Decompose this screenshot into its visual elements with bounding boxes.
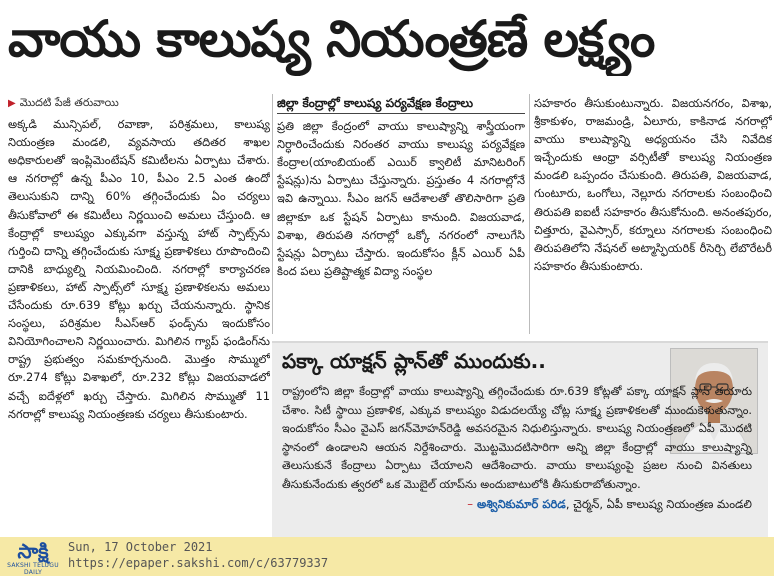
logo-subtext: SAKSHI TELUGU DAILY [7, 562, 59, 576]
column-1-body: అక్కడి మున్సిపల్, రవాణా, పరిశ్రమలు, కాలుష్య నియంత్రణ మండలి, వ్యవసాయ తదితర శాఖల అధికారులతో ఇంప్లిమెంటేషన్ కమిటీలను ఏర్పాటు చేశారు. ఆ నగరాల్లో ఉన్న పీఎం 10, పీఎం 2.5 ఎంత ఉందో తెలుసుకుని దాన్ని 60% తగ్గించేందుకు ఏం చర్యలు తీసుకోవాలో ఈ కమిటీలు నిర్ణయించి అమలు చేస్తుంది. ఆ కేంద్రాల్లో కాలుష్యం ఎక్కువగా వస్తున్న హాట్ స్పాట్స్‌ను గుర్తించి దాన్ని తగ్గించేందుకు సూక్ష్మ ప్రణాళికలు రూపొందించి దానికి బాధ్యుల్ని నియమించింది. నగరాల్లో కార్యాచరణ ప్రణాళికలు, హాట్ స్పాట్స్‌లో సూక్ష్మ ప్రణాళికలను అమలు చేసేందుకు రూ.639 కోట్లు ఖర్చు చేయనున్నారు. స్థానిక సంస్థలు, పరిశ్రమల సీఎస్ఆర్ ఫండ్స్‌ను ఇందుకోసం వినియోగించాలని నిర్ణయించారు. మిగిలిన గ్యాప్ ఫండింగ్‌ను రాష్ట్ర ప్రభుత్వం సమకూర్చనుంది. మొత్తం సొమ్ములో రూ.274 కోట్లు విశాఖలో, రూ.232 కోట్లు విజయవాడలో వచ్చే ఐదేళ్లలో ఖర్చు చేస్తారు. మిగిలిన సొమ్ముతో 11 నగరాల్లో కాలుష్య నియంత్రణకు చర్యలు తీసుకుంటారు. [8, 117, 270, 421]
signature [282, 495, 752, 514]
triangle-bullet-icon: ▶ [8, 98, 16, 109]
box-body [282, 383, 752, 514]
sub-heading: జిల్లా కేంద్రాల్లో కాలుష్య పర్యవేక్షణ కేంద్రాలు [277, 94, 525, 114]
column-divider [529, 94, 530, 334]
quote-box [272, 341, 768, 537]
box-body-text: రాష్ట్రంలోని జిల్లా కేంద్రాల్లో వాయు కాలుష్యాన్ని తగ్గించేందుకు రూ.639 కోట్లతో పక్కా యాక్షన్ ప్లాన్ తయారు చేశాం. సిటీ స్థాయి ప్రణాళిక, ఎక్కువ కాలుష్యం విడుదలయ్యే చోట్ల సూక్ష్మ ప్రణాళికలతో ముందుకెళుతున్నాం. ఇందుకోసం సీఎం వైఎస్ జగన్‌మోహన్‌రెడ్డి అవసరమైన నిధులిస్తున్నారు. కాలుష్య నియంత్రణలో ఏపీ మొదటి స్థానంలో ఉండాలని ఆయన నిర్దేశించారు. మొట్టమొదటిసారిగా అన్ని జిల్లా కేంద్రాల్లో వాయు కాలుష్యాన్ని తెలుసుకునే కేంద్రాలు ఏర్పాటు చేయాలని ఆదేశించారు. వాయు కాలుష్యంపై ప్రజల నుంచి వినతులు తీసుకునేందుకు త్వరలో ఒక మొబైల్ యాప్‌ను అందుబాటులోకి తీసుకురాబోతున్నాం. [282, 385, 752, 491]
sakshi-logo[interactable] [5, 540, 61, 574]
continuation-label [8, 94, 270, 113]
signature-dash: – [467, 497, 474, 511]
signature-title: , చైర్మన్, ఏపీ కాలుష్య నియంత్రణ మండలి [565, 497, 752, 511]
publication-date: Sun, 17 October 2021 [68, 540, 213, 554]
article-column-3 [534, 94, 772, 334]
article-column-1 [8, 94, 270, 534]
column-2-body: ప్రతి జిల్లా కేంద్రంలో వాయు కాలుష్యాన్ని శాస్త్రీయంగా నిర్ధారించేందుకు నిరంతర వాయు కాలుష్య పర్యవేక్షణ కేంద్రాల(యాంబియంట్ ఎయిర్ క్వాలిటీ మానిటరింగ్ స్టేషన్లు)ను ఏర్పాటు చేస్తున్నారు. ప్రస్తుతం 4 నగరాల్లోనే ఇవి ఉన్నాయి. సీఎం జగన్ ఆదేశాలతో తొలిసారిగా ప్రతి జిల్లాకూ ఒక స్టేషన్ ఏర్పాటు కానుంది. విజయవాడ, విశాఖ, తిరుపతి నగరాల్లో ఒక్కో నగరంలో నాలుగేసి స్టేషన్లు ఏర్పాటు చేస్తారు. ఇందుకోసం క్లీన్ ఎయిర్ ఏపీ కింద పలు ప్రతిష్టాత్మక విద్యా సంస్థల [277, 119, 525, 278]
article-column-2 [277, 94, 525, 334]
continuation-text: మొదటి పేజీ తరువాయి [19, 96, 119, 109]
logo-text: సాక్షి [17, 539, 49, 563]
box-title: పక్కా యాక్షన్ ప్లాన్‌తో ముందుకు.. [282, 349, 546, 373]
headline: వాయు కాలుష్య నియంత్రణే లక్ష్యం [8, 10, 655, 68]
signature-name: అశ్వినికుమార్ పరిడ [477, 497, 566, 511]
column-3-body: సహకారం తీసుకుంటున్నారు. విజయనగరం, విశాఖ, శ్రీకాకుళం, రాజమండ్రి, ఏలూరు, కాకినాడ నగరాల్లో వాయు కాలుష్యాన్ని అధ్యయనం చేసి నివేదిక ఇచ్చేందుకు ఆంధ్రా వర్సిటీతో కాలుష్య నియంత్రణ మండలి ఒప్పందం చేసుకుంది. తిరుపతి, విజయవాడ, గుంటూరు, ఒంగోలు, నెల్లూరు నగరాలకు సంబంధించి తిరుపతి ఐఐటీ సహకారం తీసుకోనుంది. అనంతపురం, చిత్తూరు, వైఎస్సార్, కర్నూలు నగరాలకు సంబంధించి తిరుపతిలోని నేషనల్ అట్మాస్ఫియరిక్ రీసెర్చి లేబొరేటరీ సహకారం తీసుకుంటారు. [534, 96, 772, 273]
column-divider [272, 94, 273, 334]
footer-bar [0, 537, 774, 576]
epaper-url[interactable]: https://epaper.sakshi.com/c/63779337 [68, 556, 329, 570]
